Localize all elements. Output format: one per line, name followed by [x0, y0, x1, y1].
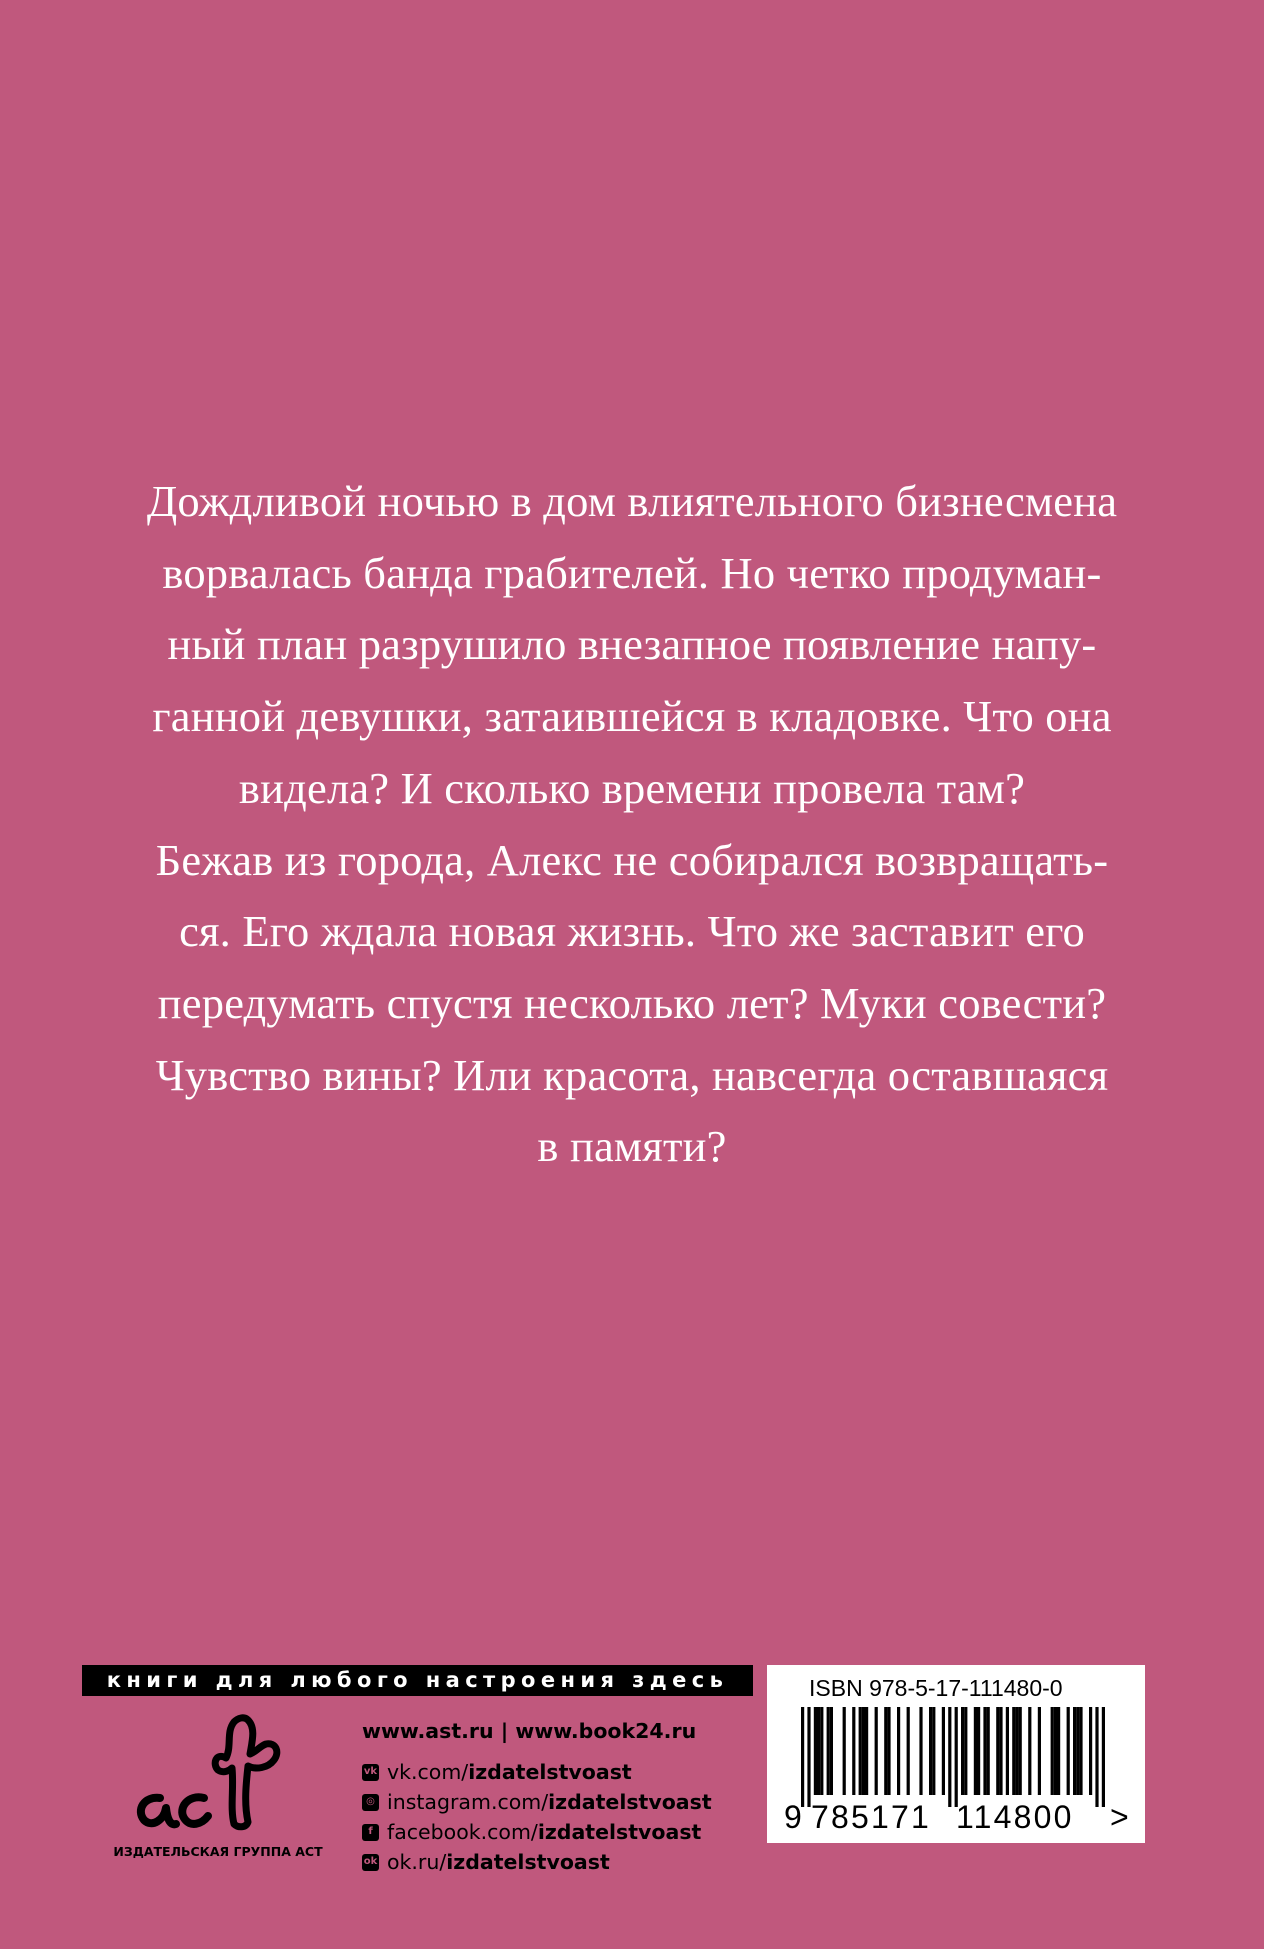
website-links[interactable]: www.ast.ru | www.book24.ru: [362, 1719, 697, 1743]
social-link-vk[interactable]: [362, 1757, 712, 1787]
barcode-bar: [996, 1707, 999, 1795]
barcode-bar: [999, 1707, 1002, 1795]
barcode-bar: [801, 1707, 804, 1807]
isbn-label: ISBN 978-5-17-111480-0: [809, 1675, 1063, 1701]
blurb-line: ганной девушки, затаившейся в кладовке. Что она: [152, 691, 1112, 742]
ast-logo: [130, 1712, 300, 1834]
barcode-bar: [961, 1707, 964, 1795]
barcode-bar: [859, 1707, 862, 1795]
social-link-handle: izdatelstvoast: [468, 1760, 632, 1784]
barcode-bar: [948, 1707, 951, 1807]
ean-first-digit: 9: [784, 1799, 802, 1835]
barcode-bar: [852, 1707, 855, 1795]
blurb-line: Чувство вины? Или красота, навсегда оставшаяся: [155, 1049, 1109, 1100]
ean-quiet-zone-marker: >: [1110, 1799, 1129, 1835]
barcode-bar: [1012, 1707, 1015, 1795]
barcode-bar: [919, 1707, 922, 1795]
blurb-line: ворвалась банда грабителей. Но четко продуман-: [162, 547, 1102, 598]
barcode-bar: [1019, 1707, 1022, 1795]
publisher-name: ИЗДАТЕЛЬСКАЯ ГРУППА АСТ: [113, 1844, 323, 1859]
barcode-bar: [1089, 1707, 1092, 1795]
isbn-barcode-block: [767, 1665, 1145, 1843]
barcode-bar: [884, 1707, 887, 1795]
facebook-icon: f: [362, 1824, 379, 1841]
barcode-bar: [1051, 1707, 1054, 1795]
barcode-bar: [977, 1707, 980, 1795]
barcode-bar: [1102, 1707, 1105, 1807]
barcode-bar: [907, 1707, 910, 1795]
blurb-line: ся. Его ждала новая жизнь. Что же заставит его: [179, 906, 1085, 957]
barcode-bar: [983, 1707, 986, 1795]
barcode-bar: [897, 1707, 900, 1795]
social-link-handle: izdatelstvoast: [548, 1790, 712, 1814]
barcode-bar: [817, 1707, 820, 1795]
barcode-bar: [1095, 1707, 1098, 1807]
barcode-bar: [1079, 1707, 1082, 1795]
barcode-bar: [1038, 1707, 1041, 1795]
social-link-instagram[interactable]: [362, 1787, 712, 1817]
barcode-bar: [862, 1707, 865, 1795]
social-link-prefix: ok.ru/: [387, 1850, 447, 1874]
blurb-line: Дождливой ночью в дом влиятельного бизнесмена: [146, 476, 1118, 526]
blurb-line: передумать спустя несколько лет? Муки совести?: [157, 977, 1107, 1028]
ean-right-digits: 114800: [956, 1799, 1074, 1835]
barcode-bar: [932, 1707, 935, 1795]
barcode-bar: [814, 1707, 817, 1795]
barcode-bar: [974, 1707, 977, 1795]
barcode-bar: [1028, 1707, 1031, 1795]
barcode-bar: [865, 1707, 868, 1795]
publisher-links: [362, 1715, 712, 1877]
blurb-line: ный план разрушило внезапное появление напу-: [167, 619, 1097, 670]
social-link-facebook[interactable]: [362, 1817, 712, 1847]
barcode-bar: [1076, 1707, 1079, 1795]
social-link-odnoklassniki[interactable]: [362, 1847, 712, 1877]
barcode-bar: [843, 1707, 846, 1795]
barcode-bar: [929, 1707, 932, 1795]
social-link-prefix: facebook.com/: [387, 1820, 538, 1844]
barcode-bar: [887, 1707, 890, 1795]
barcode-bar: [1067, 1707, 1070, 1795]
barcode-bar: [1006, 1707, 1009, 1795]
social-link-prefix: vk.com/: [387, 1760, 469, 1784]
back-cover-blurb: [120, 466, 1144, 1183]
barcode-bar: [987, 1707, 990, 1795]
barcode-bar: [955, 1707, 958, 1807]
barcode-bar: [964, 1707, 967, 1795]
social-link-prefix: instagram.com/: [387, 1790, 549, 1814]
tagline-bar: книги для любого настроения здесь: [82, 1665, 753, 1696]
blurb-line: Бежав из города, Алекс не собирался возвращать-: [155, 834, 1109, 885]
ean-left-digits: 785171: [811, 1799, 931, 1835]
barcode-bar: [820, 1707, 823, 1795]
blurb-line: в памяти?: [537, 1121, 727, 1172]
barcode-bar: [875, 1707, 878, 1795]
barcode-bar: [942, 1707, 945, 1795]
barcode-bar: [1015, 1707, 1018, 1795]
barcode-bar: [1073, 1707, 1076, 1795]
social-link-handle: izdatelstvoast: [446, 1850, 610, 1874]
barcode-bar: [1057, 1707, 1060, 1795]
barcode-bar: [827, 1707, 830, 1795]
barcode-bar: [1054, 1707, 1057, 1795]
vk-icon: vk: [362, 1764, 379, 1781]
barcode-bar: [830, 1707, 833, 1795]
instagram-icon: ◎: [362, 1794, 379, 1811]
barcode-bar: [807, 1707, 810, 1807]
social-link-handle: izdatelstvoast: [537, 1820, 702, 1844]
odnoklassniki-icon: ok: [362, 1854, 379, 1871]
blurb-line: видела? И сколько времени провела там?: [238, 762, 1026, 813]
